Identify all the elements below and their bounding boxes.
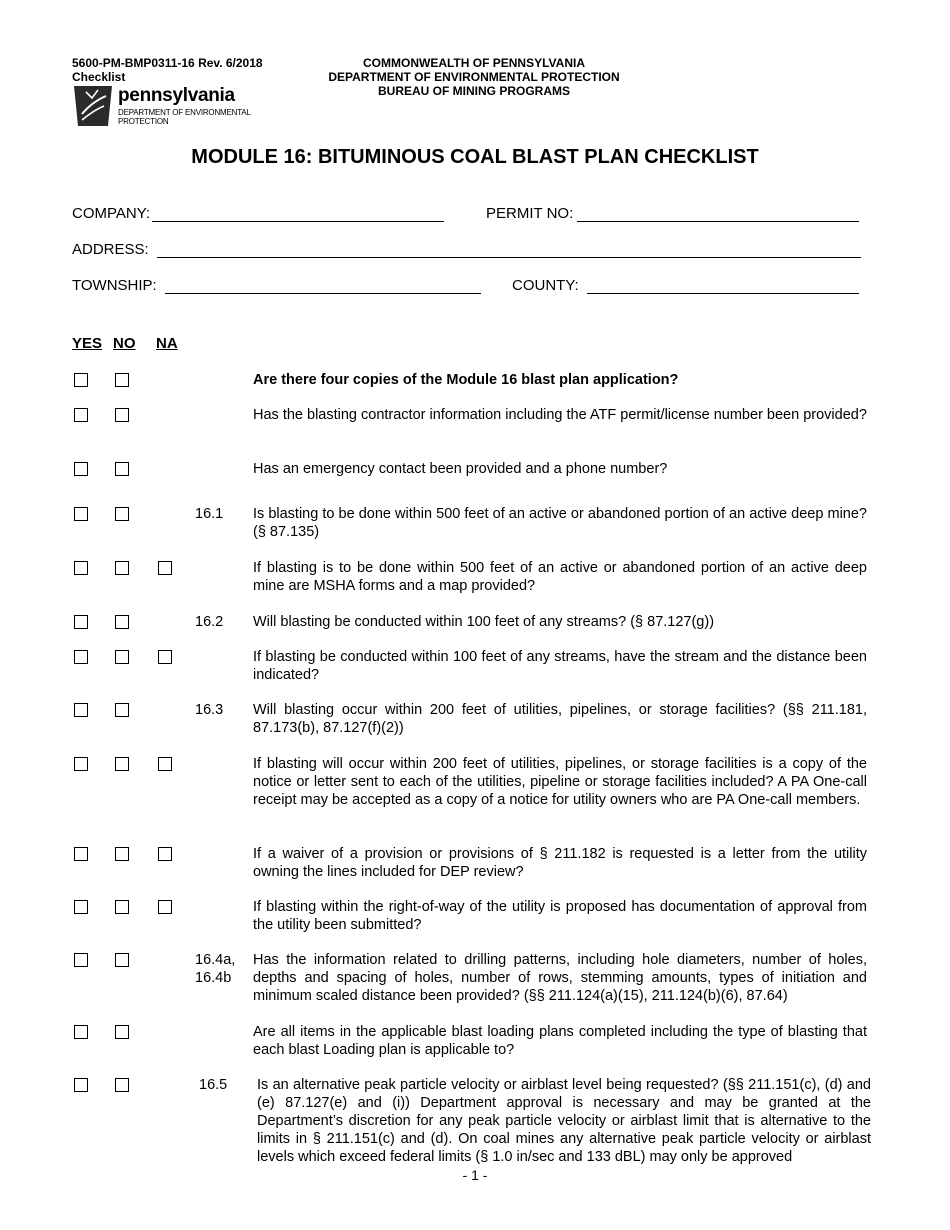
no-checkbox[interactable] (115, 408, 129, 422)
logo-subtitle-line-1: DEPARTMENT OF ENVIRONMENTAL (118, 108, 251, 117)
agency-block (300, 56, 648, 98)
page-title: MODULE 16: BITUMINOUS COAL BLAST PLAN CHECKLIST (191, 146, 759, 168)
keystone-icon (72, 84, 114, 128)
agency-line-1: COMMONWEALTH OF PENNSYLVANIA (363, 56, 585, 70)
question-text: Is blasting to be done within 500 feet of an active or abandoned portion of an active deep mine? (§ 87.135) (253, 506, 867, 540)
no-checkbox[interactable] (115, 462, 129, 476)
logo-wordmark: pennsylvania (118, 85, 235, 106)
permit-input-line[interactable] (577, 205, 859, 222)
section-number: 16.1 (195, 506, 224, 522)
question-text: Is an alternative peak particle velocity or airblast level being requested? (§§ 211.151(c), (d) and (e) 87.127(e) and (i)) Department approval is necessary and may be granted at the Department’s discretion for any peak particle velocity or airblast limit that is alternative to the limits in § 211.151(c) and (d). On coal mines any alternative peak particle velocity or airblast levels which exceed federal limits (§ 1.0 in/sec and 133 dBL) may only be approved (257, 1077, 871, 1165)
no-checkbox[interactable] (115, 900, 129, 914)
logo-subtitle (118, 108, 251, 126)
no-checkbox[interactable] (115, 615, 129, 629)
question-text: If blasting within the right-of-way of the utility is proposed has documentation of approval from the utility been submitted? (253, 899, 867, 933)
yes-checkbox[interactable] (74, 561, 88, 575)
company-input-line[interactable] (152, 205, 444, 222)
na-checkbox[interactable] (158, 900, 172, 914)
question-text: Will blasting occur within 200 feet of utilities, pipelines, or storage facilities? (§§ 211.181, 87.173(b), 87.127(f)(2)) (253, 702, 867, 736)
yes-checkbox[interactable] (74, 953, 88, 967)
yes-checkbox[interactable] (74, 408, 88, 422)
yes-checkbox[interactable] (74, 757, 88, 771)
form-type: Checklist (72, 70, 126, 84)
question-text: Will blasting be conducted within 100 feet of any streams? (§ 87.127(g)) (253, 614, 715, 630)
na-checkbox[interactable] (158, 757, 172, 771)
section-number: 16.2 (195, 614, 224, 630)
township-input-line[interactable] (165, 277, 481, 294)
company-label: COMPANY: (72, 205, 151, 222)
no-checkbox[interactable] (115, 953, 129, 967)
yes-checkbox[interactable] (74, 650, 88, 664)
logo-subtitle-line-2: PROTECTION (118, 117, 169, 126)
no-checkbox[interactable] (115, 847, 129, 861)
no-checkbox[interactable] (115, 1025, 129, 1039)
agency-line-2: DEPARTMENT OF ENVIRONMENTAL PROTECTION (328, 70, 620, 84)
address-field[interactable] (72, 241, 861, 258)
column-yes: YES (72, 335, 103, 352)
no-checkbox[interactable] (115, 650, 129, 664)
question-text: If blasting will occur within 200 feet of utilities, pipelines, or storage facilities is a copy of the notice or letter sent to each of the utilities, pipeline or storage facilities included? A PA One-call receipt may be accepted as a copy of a notice for utility owners who are PA One-call members. (253, 756, 867, 808)
column-no: NO (113, 335, 136, 352)
no-checkbox[interactable] (115, 373, 129, 387)
company-field[interactable] (72, 205, 444, 222)
na-checkbox[interactable] (158, 561, 172, 575)
question-text: Are all items in the applicable blast loading plans completed including the type of blasting that each blast Loading plan is applicable to? (253, 1024, 867, 1058)
question-text: Are there four copies of the Module 16 blast plan application? (253, 372, 679, 388)
county-field[interactable] (512, 277, 859, 294)
question-text: Has the blasting contractor information including the ATF permit/license number been provided? (253, 407, 867, 423)
column-na: NA (156, 335, 178, 352)
na-checkbox[interactable] (158, 847, 172, 861)
form-code: 5600-PM-BMP0311-16 Rev. 6/2018 (72, 56, 263, 70)
na-checkbox[interactable] (158, 650, 172, 664)
section-number: 16.3 (195, 702, 224, 718)
yes-checkbox[interactable] (74, 900, 88, 914)
section-number: 16.5 (199, 1077, 228, 1093)
yes-checkbox[interactable] (74, 507, 88, 521)
address-label: ADDRESS: (72, 241, 149, 258)
yes-checkbox[interactable] (74, 1078, 88, 1092)
yes-checkbox[interactable] (74, 847, 88, 861)
no-checkbox[interactable] (115, 703, 129, 717)
question-text: Has the information related to drilling patterns, including hole diameters, number of holes, depths and spacing of holes, number of rows, stemming amounts, types of initiation and minimum scaled distance been provided? (§§ 211.124(a)(15), 211.124(b)(6), 87.64) (253, 952, 867, 1004)
question-text: If blasting is to be done within 500 feet of an active or abandoned portion of an active deep mine are MSHA forms and a map provided? (253, 560, 867, 594)
permit-field[interactable] (486, 205, 859, 222)
yes-checkbox[interactable] (74, 373, 88, 387)
pa-dep-logo (72, 84, 272, 130)
no-checkbox[interactable] (115, 757, 129, 771)
yes-checkbox[interactable] (74, 703, 88, 717)
township-label: TOWNSHIP: (72, 277, 157, 294)
county-label: COUNTY: (512, 277, 579, 294)
no-checkbox[interactable] (115, 561, 129, 575)
permit-label: PERMIT NO: (486, 205, 574, 222)
form-code-block (72, 56, 263, 84)
yes-checkbox[interactable] (74, 462, 88, 476)
address-input-line[interactable] (157, 241, 861, 258)
question-text: If a waiver of a provision or provisions of § 211.182 is requested is a letter from the utility owning the lines included for DEP review? (253, 846, 867, 880)
township-field[interactable] (72, 277, 481, 294)
question-text: If blasting be conducted within 100 feet of any streams, have the stream and the distance been indicated? (253, 649, 867, 683)
yes-checkbox[interactable] (74, 615, 88, 629)
county-input-line[interactable] (587, 277, 859, 294)
yes-checkbox[interactable] (74, 1025, 88, 1039)
no-checkbox[interactable] (115, 1078, 129, 1092)
agency-line-3: BUREAU OF MINING PROGRAMS (378, 84, 570, 98)
question-text: Has an emergency contact been provided and a phone number? (253, 461, 668, 477)
page-number: - 1 - (462, 1167, 488, 1183)
no-checkbox[interactable] (115, 507, 129, 521)
section-number: 16.4a, 16.4b (195, 952, 236, 986)
